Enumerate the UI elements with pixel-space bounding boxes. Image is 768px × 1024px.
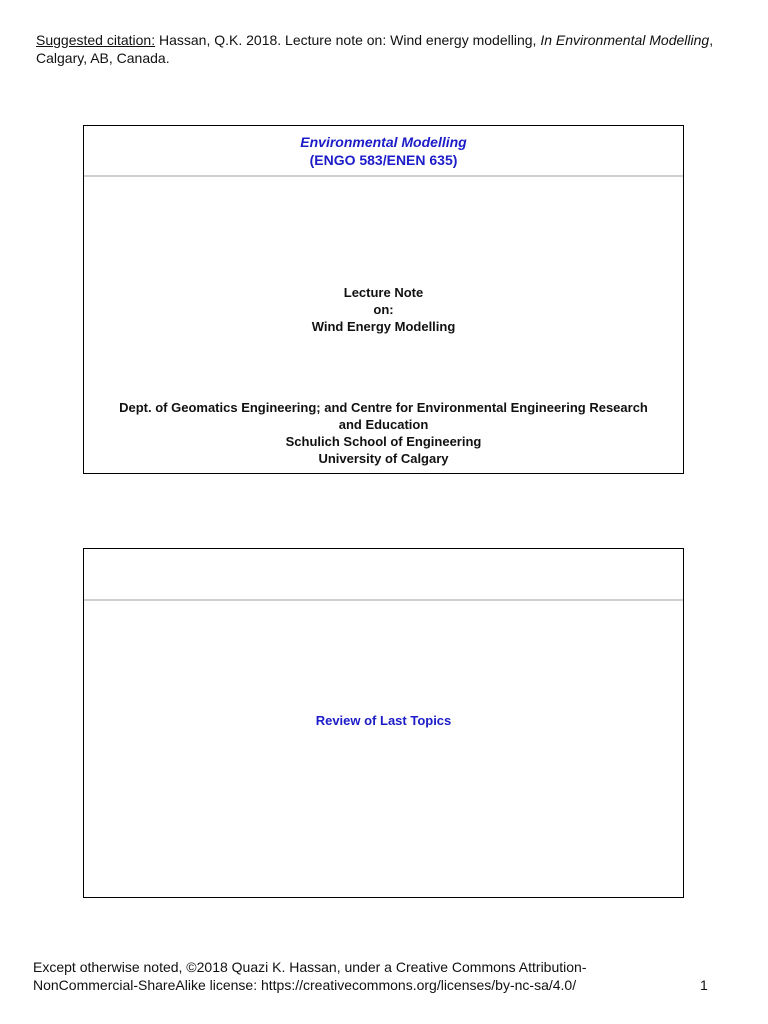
- dept-line-2: and Education: [338, 417, 429, 432]
- lecture-line-1: Lecture Note: [343, 285, 424, 300]
- footer-line-1: Except otherwise noted, ©2018 Quazi K. Hassan, under a Creative Commons Attribution-: [33, 959, 587, 975]
- slide-2-review-topics: Review of Last Topics: [315, 713, 452, 728]
- lecture-title-block: [84, 284, 683, 335]
- suggested-citation: [36, 31, 716, 67]
- slide-1-header: [84, 126, 683, 177]
- dept-line-1: Dept. of Geomatics Engineering; and Centre for Environmental Engineering Research: [119, 400, 648, 415]
- citation-text: Hassan, Q.K. 2018. Lecture note on: Wind energy modelling,: [155, 32, 541, 48]
- department-block: [84, 399, 683, 467]
- citation-location: , Calgary, AB, Canada.: [36, 32, 714, 66]
- citation-label: Suggested citation:: [36, 32, 156, 48]
- page-number: 1: [700, 977, 708, 993]
- license-footer: [33, 958, 673, 994]
- footer-line-2: NonCommercial-ShareAlike license: https://creativecommons.org/licenses/by-nc-sa/4.0/: [33, 977, 577, 993]
- slide-1-title: Environmental Modelling: [300, 134, 467, 150]
- citation-italic-title: In Environmental Modelling: [540, 32, 710, 48]
- lecture-line-2: on:: [373, 302, 394, 317]
- slide-1-course-code: (ENGO 583/ENEN 635): [309, 152, 458, 168]
- slide-2: [83, 548, 684, 898]
- dept-line-4: University of Calgary: [318, 451, 449, 466]
- slide-1: [83, 125, 684, 474]
- lecture-line-3: Wind Energy Modelling: [311, 319, 456, 334]
- slide-2-header: [84, 549, 683, 601]
- dept-line-3: Schulich School of Engineering: [285, 434, 482, 449]
